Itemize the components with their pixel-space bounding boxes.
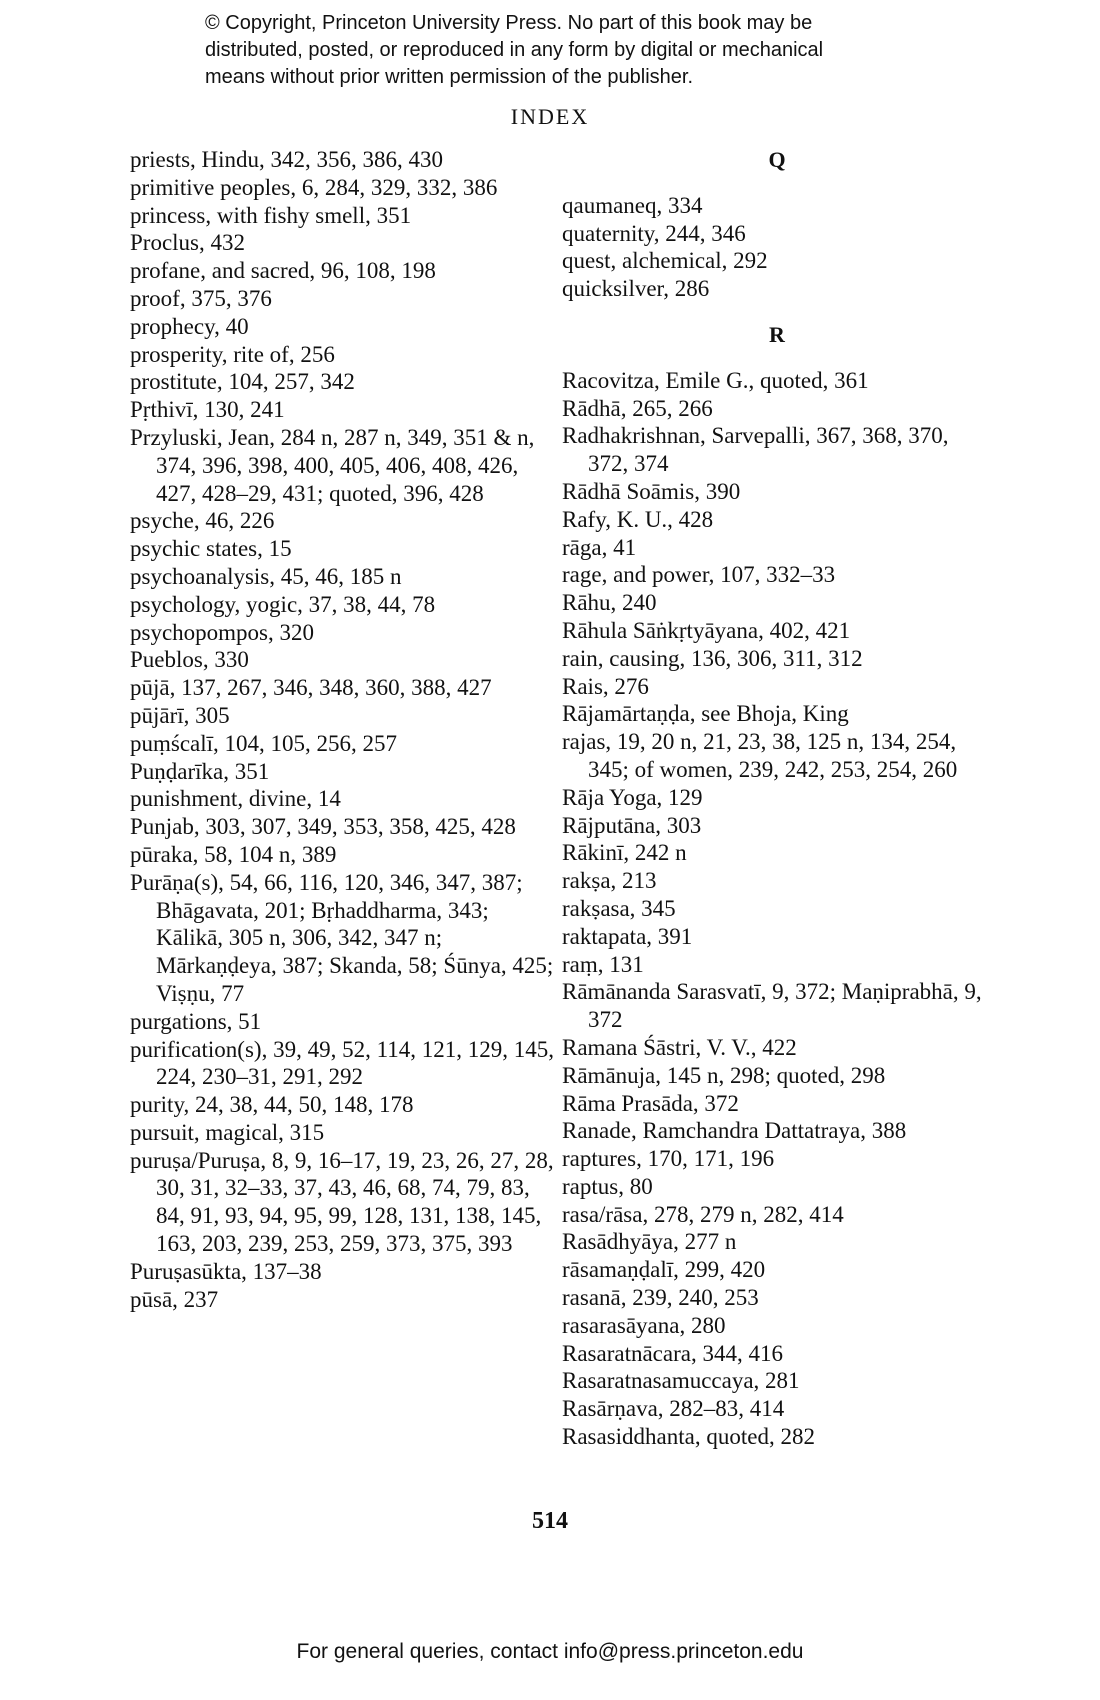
index-entry: Rādhā, 265, 266 (562, 395, 713, 421)
index-entry: Ranade, Ramchandra Dattatraya, 388 (562, 1118, 907, 1144)
index-entry: Rāhula Sāṅkṛtyāyana, 402, 421 (562, 617, 851, 643)
index-entry: proof, 375, 376 (130, 285, 272, 311)
index-entry: rasarasāyana, 280 (562, 1312, 726, 1338)
index-entry: Puṇḍarīka, 351 (130, 758, 270, 784)
index-entry: rage, and power, 107, 332–33 (562, 562, 836, 588)
copyright-notice (205, 10, 925, 91)
index-entry: purity, 24, 38, 44, 50, 148, 178 (130, 1092, 414, 1118)
index-entry: Rādhā Soāmis, 390 (562, 478, 741, 504)
index-entry: Rājamārtaṇḍa, see Bhoja, King (562, 701, 849, 727)
left-column (130, 146, 560, 1313)
index-entry: raktapata, 391 (562, 923, 693, 949)
index-entry: Pṛthivī, 130, 241 (130, 397, 285, 423)
index-entry: rakṣa, 213 (562, 868, 657, 894)
index-entry: rajas, 19, 20 n, 21, 23, 38, 125 n, 134, 254, 345; of women, 239, 242, 253, 254, 260 (562, 729, 958, 782)
index-entry: primitive peoples, 6, 284, 329, 332, 386 (130, 174, 498, 200)
footer-contact: For general queries, contact info@press.princeton.edu (296, 1640, 804, 1663)
index-entry: pūraka, 58, 104 n, 389 (130, 841, 337, 867)
index-entry: puṃścalī, 104, 105, 256, 257 (130, 730, 398, 756)
index-entry: princess, with fishy smell, 351 (130, 202, 412, 228)
index-entry: prosperity, rite of, 256 (130, 341, 335, 367)
index-entry: raṃ, 131 (562, 951, 644, 977)
index-entry: puruṣa/Puruṣa, 8, 9, 16–17, 19, 23, 26, 27, 28, 30, 31, 32–33, 37, 43, 46, 68, 74, 79, 83, 84, 91, 93, 94, 95, 99, 128, 131, 138, 145, 163, 203, 239, 253, 259, 373, 375, 393 (130, 1147, 554, 1257)
index-heading: INDEX (510, 104, 590, 129)
index-entry: punishment, divine, 14 (130, 786, 341, 812)
index-entry: priests, Hindu, 342, 356, 386, 430 (130, 147, 444, 172)
index-entry: Rasaratnācara, 344, 416 (562, 1340, 783, 1366)
index-entry: psychoanalysis, 45, 46, 185 n (130, 563, 402, 589)
section-letter-r: R (769, 321, 785, 347)
index-entry: quicksilver, 286 (562, 276, 710, 302)
index-entry: profane, and sacred, 96, 108, 198 (130, 258, 436, 284)
index-entry: Rasārṇava, 282–83, 414 (562, 1396, 785, 1422)
index-entry: raptures, 170, 171, 196 (562, 1146, 775, 1172)
index-entry: Punjab, 303, 307, 349, 353, 358, 425, 428 (130, 814, 516, 840)
index-entry: pūjārī, 305 (130, 702, 230, 728)
index-entry: rasa/rāsa, 278, 279 n, 282, 414 (562, 1201, 844, 1227)
index-entry: pūsā, 237 (130, 1286, 219, 1312)
copyright-line: © Copyright, Princeton University Press. No part of this book may be (205, 12, 813, 34)
index-entry: Rafy, K. U., 428 (562, 506, 714, 532)
index-entry: purification(s), 39, 49, 52, 114, 121, 129, 145, 224, 230–31, 291, 292 (130, 1036, 554, 1090)
index-entry: Rāma Prasāda, 372 (562, 1090, 739, 1116)
q-entries (562, 192, 992, 303)
index-entry: Przyluski, Jean, 284 n, 287 n, 349, 351 & n, 374, 396, 398, 400, 405, 406, 408, 426, 427, 428–29, 431; quoted, 396, 428 (130, 424, 535, 506)
index-entry: Radhakrishnan, Sarvepalli, 367, 368, 370, 372, 374 (562, 423, 949, 477)
copyright-line: distributed, posted, or reproduced in any form by digital or mechanical (205, 39, 824, 61)
index-entry: Rāja Yoga, 129 (562, 784, 703, 810)
copyright-line: means without prior written permission of the publisher. (205, 66, 694, 88)
index-entry: quaternity, 244, 346 (562, 220, 746, 246)
index-entry: Puruṣasūkta, 137–38 (130, 1258, 322, 1284)
index-entry: Rais, 276 (562, 673, 649, 699)
index-entry: Rājputāna, 303 (562, 812, 702, 838)
index-entry: pursuit, magical, 315 (130, 1119, 325, 1145)
index-entry: Rāhu, 240 (562, 590, 657, 616)
index-entry: Rāmānanda Sarasvatī, 9, 372; Maṇiprabhā, 9, 372 (562, 979, 982, 1033)
index-entry: purgations, 51 (130, 1008, 262, 1034)
index-entry: Rākinī, 242 n (562, 840, 687, 866)
r-entries (562, 367, 992, 1451)
page-number: 514 (532, 1508, 568, 1534)
index-entry: raptus, 80 (562, 1173, 653, 1199)
index-entry: Rasādhyāya, 277 n (562, 1229, 737, 1255)
index-entry: prostitute, 104, 257, 342 (130, 369, 355, 395)
index-entry: rain, causing, 136, 306, 311, 312 (562, 645, 863, 671)
index-entry: rakṣasa, 345 (562, 895, 676, 921)
index-entry: Ramana Śāstri, V. V., 422 (562, 1034, 797, 1060)
index-entry: quest, alchemical, 292 (562, 248, 768, 274)
index-entry: Pueblos, 330 (130, 647, 249, 673)
index-entry: Proclus, 432 (130, 230, 245, 256)
index-entry: psychology, yogic, 37, 38, 44, 78 (130, 591, 436, 617)
section-letter-q: Q (768, 147, 786, 172)
right-column (562, 146, 992, 1451)
index-entry: Rasasiddhanta, quoted, 282 (562, 1424, 815, 1450)
index-entry: psychic states, 15 (130, 536, 292, 562)
index-entry: Purāṇa(s), 54, 66, 116, 120, 346, 347, 387; Bhāgavata, 201; Bṛhaddharma, 343; Kālikā, 305 n, 306, 342, 347 n; Mārkaṇḍeya, 387; Skanda, 58; Śūnya, 425; Viṣṇu, 77 (130, 869, 554, 1006)
index-entry: pūjā, 137, 267, 346, 348, 360, 388, 427 (130, 675, 492, 701)
index-entry: rāga, 41 (562, 534, 637, 560)
index-entry: prophecy, 40 (130, 313, 249, 339)
index-entry: rāsamaṇḍalī, 299, 420 (562, 1257, 766, 1283)
index-entry: Rāmānuja, 145 n, 298; quoted, 298 (562, 1062, 886, 1088)
index-entry: rasanā, 239, 240, 253 (562, 1285, 759, 1311)
index-entry: psyche, 46, 226 (130, 508, 275, 534)
index-entry: psychopompos, 320 (130, 619, 314, 645)
index-entry: Rasaratnasamuccaya, 281 (562, 1368, 800, 1394)
index-entry: qaumaneq, 334 (562, 192, 703, 218)
index-entry: Racovitza, Emile G., quoted, 361 (562, 367, 869, 393)
